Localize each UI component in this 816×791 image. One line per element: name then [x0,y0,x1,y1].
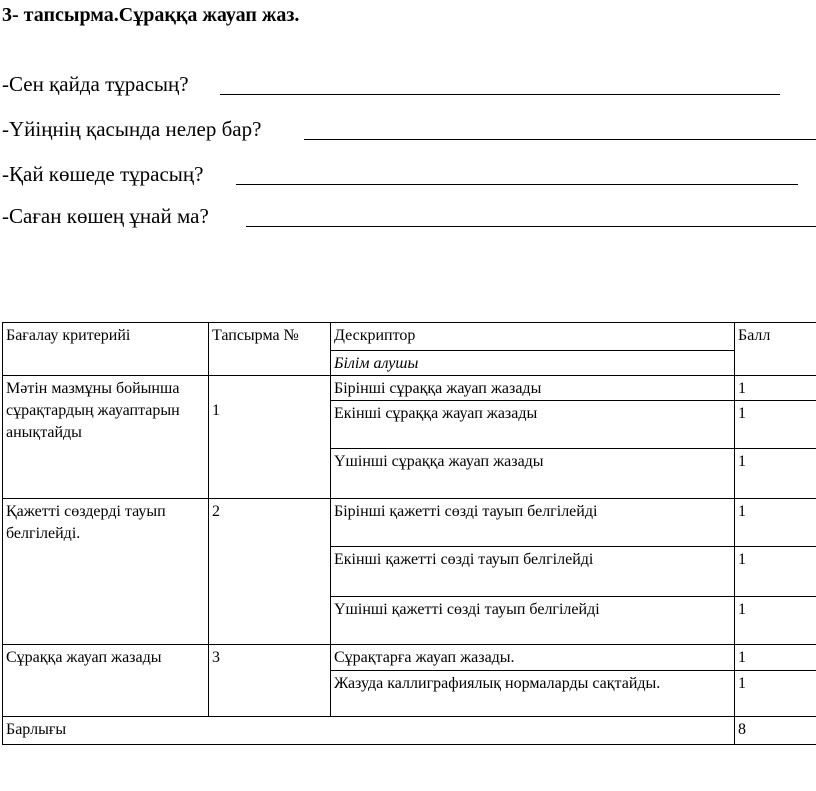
descriptor-3-2: Жазуда каллиграфиялық нормаларды сақтайды. [331,671,735,717]
score-2-1: 1 [735,499,816,547]
header-descriptor: Дескриптор [331,323,735,351]
score-3-1: 1 [735,645,816,671]
answer-line-4[interactable] [246,226,816,227]
task-3: 3 [209,645,331,717]
header-learner: Білім алушы [331,351,735,376]
answer-line-3[interactable] [236,184,798,185]
criteria-1: Мәтін мазмұны бойынша сұрақтардың жауаптарын анықтайды [3,376,209,499]
descriptor-2-3: Үшінші қажетті сөзді тауып белгілейді [331,597,735,645]
descriptor-1-3: Үшінші сұраққа жауап жазады [331,449,735,499]
score-3-2: 1 [735,671,816,717]
total-value: 8 [735,717,816,745]
answer-line-1[interactable] [220,94,780,95]
descriptor-2-2: Екінші қажетті сөзді тауып белгілейді [331,547,735,597]
score-1-2: 1 [735,401,816,449]
task-heading: 3- тапсырма.Сұраққа жауап жаз. [2,4,300,26]
score-2-2: 1 [735,547,816,597]
header-task: Тапсырма № [209,323,331,376]
score-1-3: 1 [735,449,816,499]
assessment-table [2,322,816,745]
task-2: 2 [209,499,331,645]
criteria-2: Қажетті сөздерді тауып белгілейді. [3,499,209,645]
descriptor-2-1: Бірінші қажетті сөзді тауып белгілейді [331,499,735,547]
criteria-3: Сұраққа жауап жазады [3,645,209,717]
answer-line-2[interactable] [304,139,816,140]
descriptor-1-2: Екінші сұраққа жауап жазады [331,401,735,449]
header-criteria: Бағалау критерийі [3,323,209,376]
question-4: -Саған көшең ұнай ма? [2,204,209,228]
question-1: -Сен қайда тұрасың? [2,72,189,96]
score-1-1: 1 [735,376,816,401]
question-3: -Қай көшеде тұрасың? [2,162,204,186]
descriptor-3-1: Сұрақтарға жауап жазады. [331,645,735,671]
score-2-3: 1 [735,597,816,645]
task-1: 1 [209,376,331,499]
question-2: -Үйіңнің қасында нелер бар? [2,117,262,141]
descriptor-1-1: Бірінші сұраққа жауап жазады [331,376,735,401]
header-score: Балл [735,323,816,376]
total-label: Барлығы [3,717,735,745]
